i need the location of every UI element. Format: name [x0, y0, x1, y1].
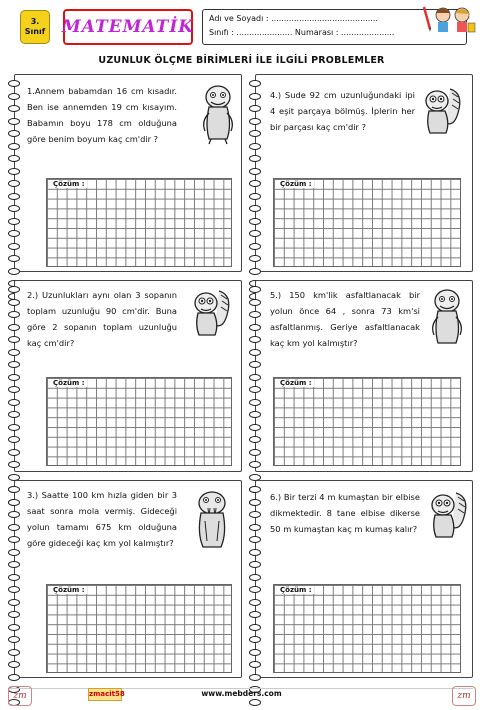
- subject-title: MATEMATİK: [61, 17, 195, 37]
- question-card-2: [14, 280, 242, 472]
- question-text: 1.Annem babamdan 16 cm kısadır. Ben ise annemden 19 cm kısayım. Babamın boyu 178 cm olduğuna göre benim boyum kaç cm'dir ?: [27, 86, 177, 144]
- question-card-4: [255, 74, 473, 272]
- squirrel-icon: [189, 285, 231, 349]
- footer-url[interactable]: www.mebders.com: [201, 689, 282, 698]
- squirrel-icon: [426, 487, 468, 551]
- sloth-icon: [197, 81, 239, 145]
- grade-label: Sınıf: [24, 27, 46, 36]
- question-text: 4.) Sude 92 cm uzunluğundaki ipi 4 eşit parçaya bölmüş. İplerin her bir parçası kaç cm'dir ?: [270, 90, 415, 132]
- question-card-6: [255, 480, 473, 678]
- solution-grid[interactable]: [273, 584, 461, 673]
- grade-number: 3.: [30, 17, 40, 26]
- solution-label: Çözüm :: [280, 379, 312, 387]
- question-text: 3.) Saatte 100 km hızla giden bir 3 saat sonra mola vermiş. Gideceği yolun tamamı 675 km olduğuna göre gideceği kaç km yol kalmıştır?: [27, 490, 177, 548]
- page-title: UZUNLUK ÖLÇME BİRİMLERİ İLE İLGİLİ PROBLEMLER: [98, 55, 385, 66]
- sabertooth-icon: [191, 487, 233, 551]
- footer-code: zmacit58: [88, 688, 122, 701]
- spiral-binding: [249, 286, 261, 506]
- question-card-3: [14, 480, 242, 678]
- zm-logo-right: zm: [452, 686, 476, 706]
- question-card-1: [14, 74, 242, 272]
- solution-grid[interactable]: [273, 377, 461, 466]
- squirrel-icon: [420, 83, 462, 147]
- subject-title-box: [63, 9, 193, 45]
- question-text: 2.) Uzunlukları aynı olan 3 sopanın toplam uzunluğu 90 cm'dir. Buna göre 2 sopanın toplam uzunluğu kaç cm'dir?: [27, 290, 177, 348]
- grade-badge: [20, 10, 50, 44]
- solution-grid[interactable]: [46, 178, 232, 267]
- spiral-binding: [249, 80, 261, 300]
- spiral-binding: [8, 486, 20, 706]
- solution-grid[interactable]: [273, 178, 461, 267]
- solution-label: Çözüm :: [53, 180, 85, 188]
- name-field[interactable]: Adı ve Soyadı : ..........................................: [209, 14, 378, 23]
- class-number-field[interactable]: Sınıfı : ...................... Numarası : .....................: [209, 28, 395, 37]
- question-text: 5.) 150 km'lik asfaltlanacak bir yolun önce 64 , sonra 73 km'si asfaltlanmış. Geriye asfaltlanacak kaç km yol kalmıştır?: [270, 290, 420, 348]
- solution-label: Çözüm :: [280, 180, 312, 188]
- solution-label: Çözüm :: [53, 586, 85, 594]
- solution-grid[interactable]: [46, 584, 232, 673]
- sloth-icon: [426, 285, 468, 349]
- spiral-binding: [249, 486, 261, 706]
- question-text: 6.) Bir terzi 4 m kumaştan bir elbise dikmektedir. 8 tane elbise dikerse 50 m kumaştan kaç m kumaş kalır?: [270, 492, 420, 534]
- question-card-5: [255, 280, 473, 472]
- solution-label: Çözüm :: [280, 586, 312, 594]
- spiral-binding: [8, 80, 20, 300]
- zm-logo-left: zm: [8, 686, 32, 706]
- solution-label: Çözüm :: [53, 379, 85, 387]
- solution-grid[interactable]: [46, 377, 232, 466]
- spiral-binding: [8, 286, 20, 506]
- children-icon: [421, 3, 477, 35]
